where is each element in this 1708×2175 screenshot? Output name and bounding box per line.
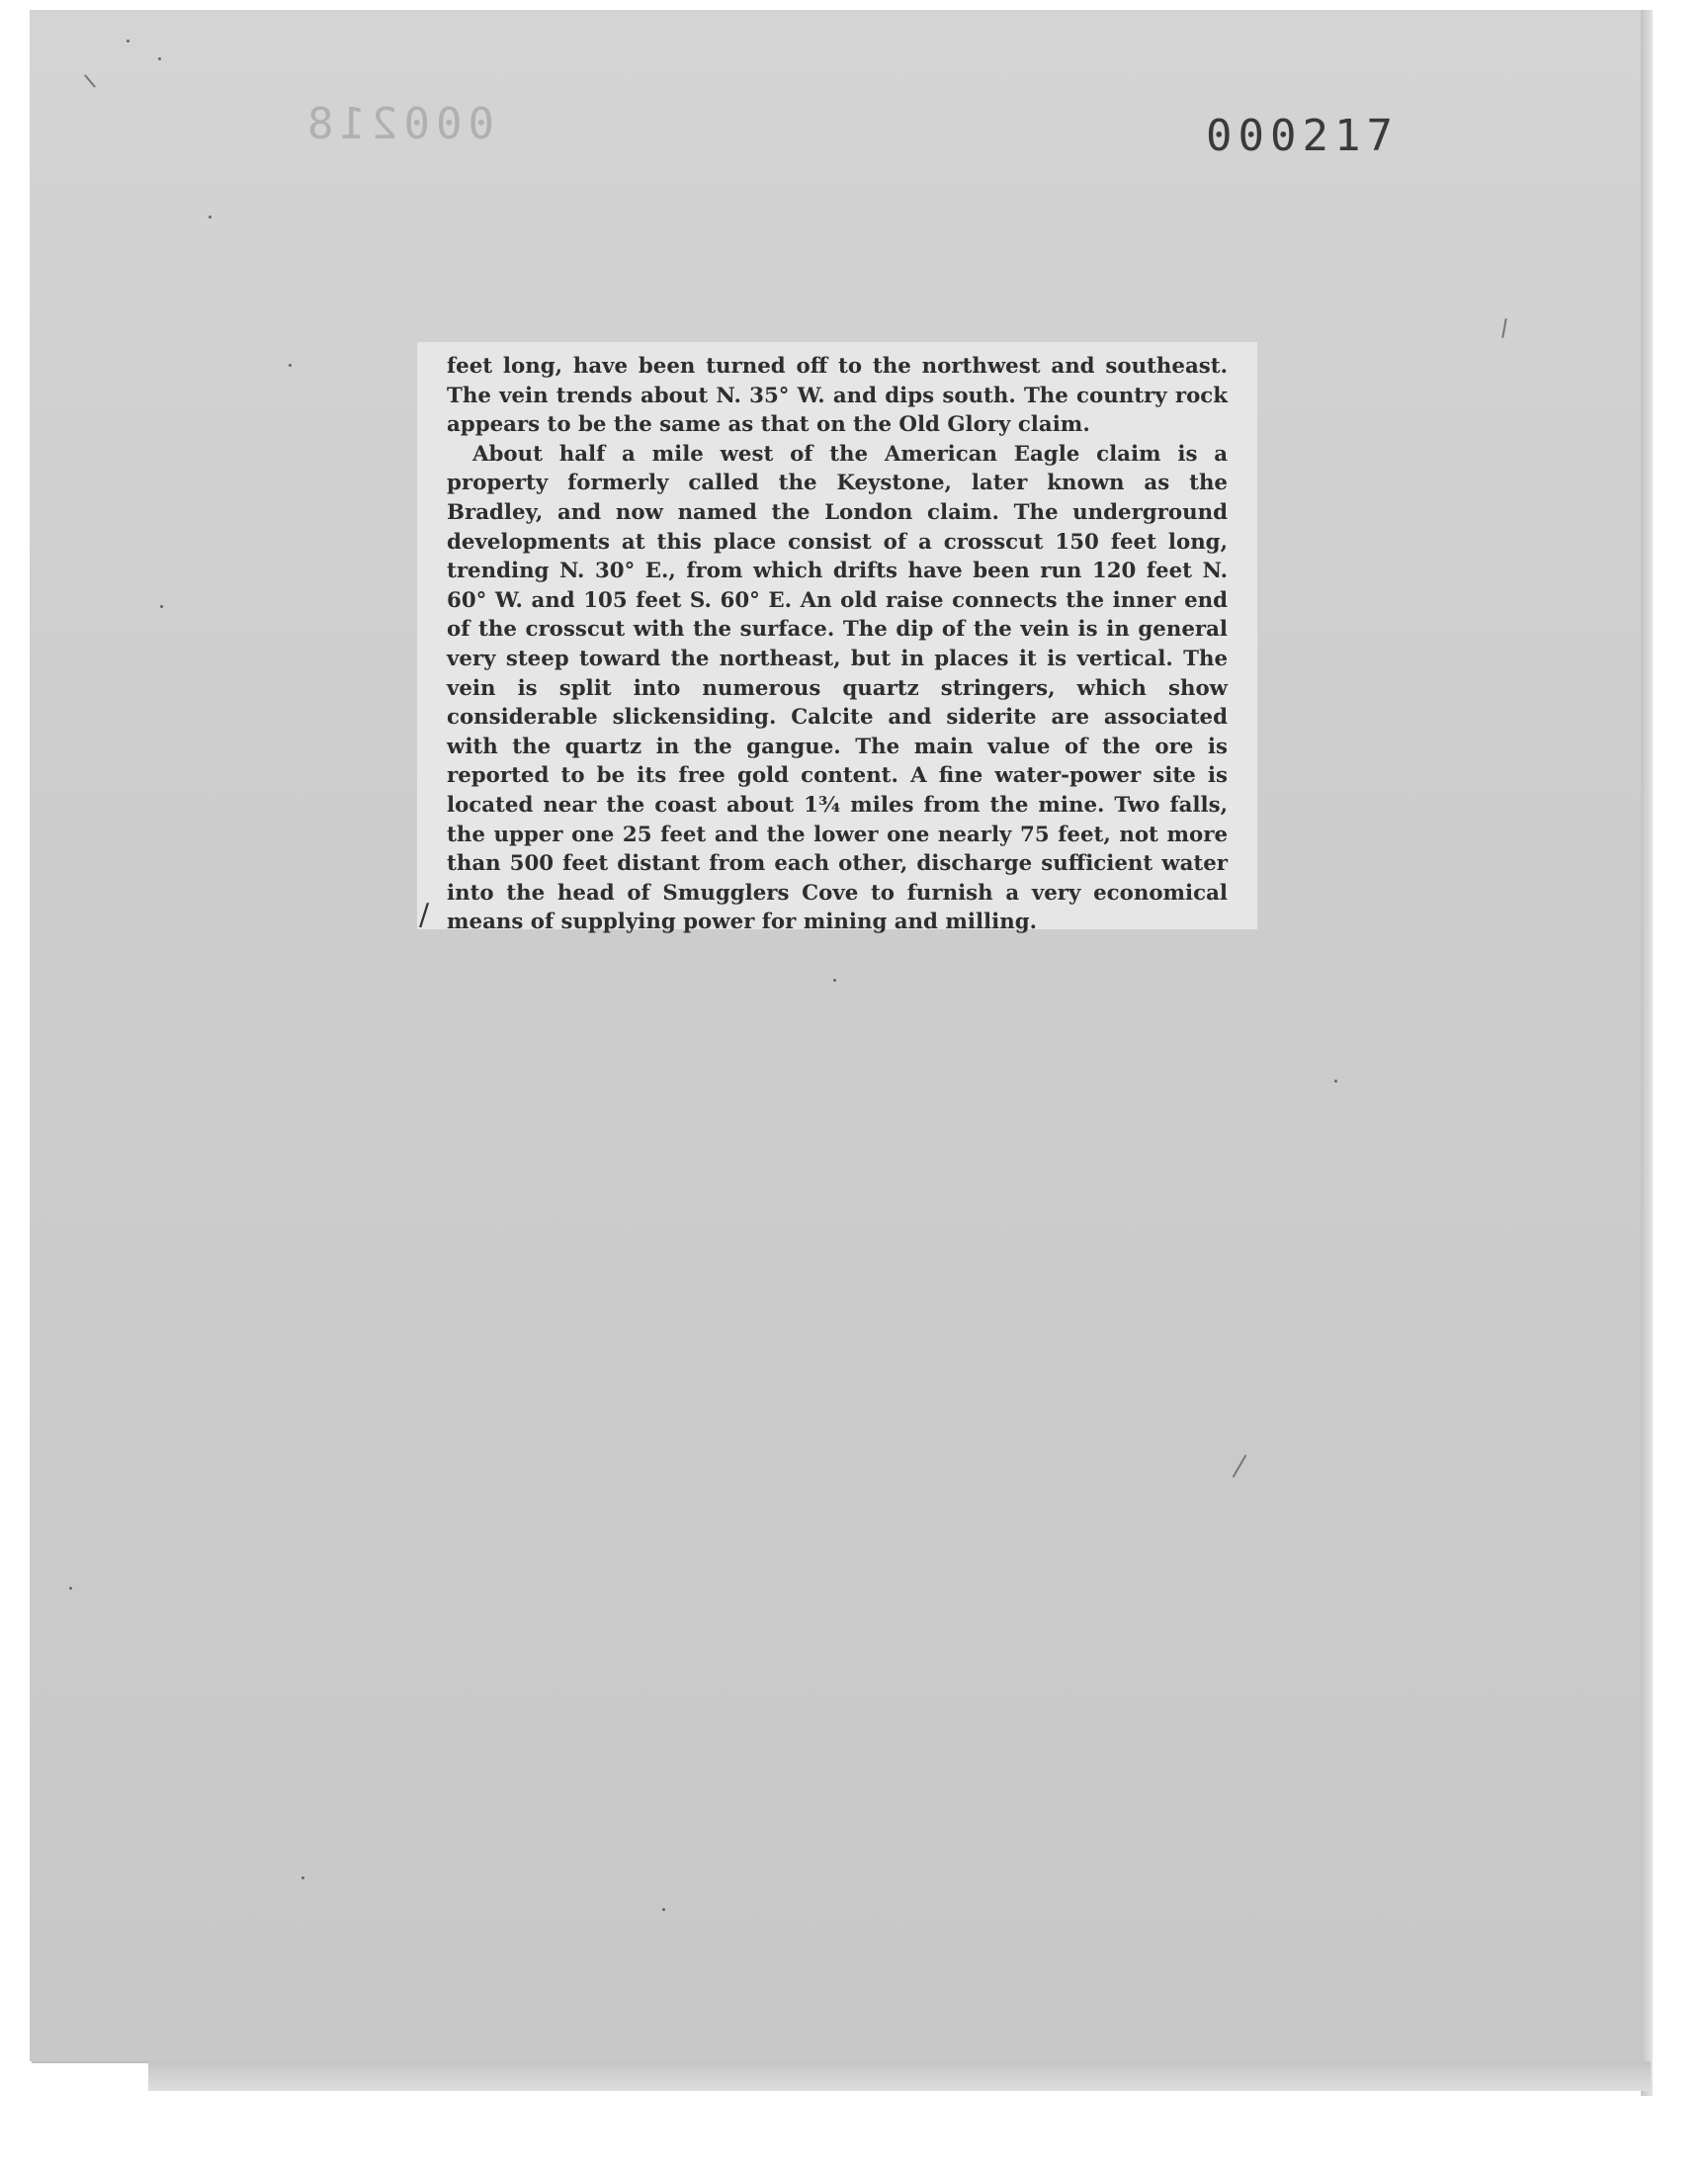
dust-speck (69, 1587, 72, 1590)
dust-speck (662, 1908, 665, 1911)
sheet-edge-bottom (148, 2061, 1651, 2091)
dust-speck (1334, 1080, 1337, 1083)
dust-speck (160, 605, 163, 608)
dust-speck (833, 979, 836, 982)
dust-speck (209, 216, 212, 218)
dust-speck (289, 364, 292, 367)
dust-speck (127, 40, 129, 43)
ghost-stamp-number: 000218 (301, 99, 494, 149)
dust-speck (158, 57, 161, 60)
pencil-mark: / (419, 898, 430, 932)
dust-speck (301, 1876, 304, 1879)
page-stamp-number: 000217 (1206, 111, 1399, 161)
clipping-paragraph-1: feet long, have been turned off to the northwest and southeast. The vein trends about N. 35° W. and dips south. The country rock appears to be the same as that on the Old Glory claim. (447, 354, 1228, 438)
newspaper-clipping (417, 342, 1257, 935)
paper-sheet (30, 10, 1641, 2061)
clipping-paragraph-2: About half a mile west of the American Eagle claim is a property formerly called the Keystone, later known as the Bradley, and now named the London claim. The underground developments at this place consist of a crosscut 150 feet long, trending N. 30° E., from which drifts have been run 120 feet N. 60° W. and 105 feet S. 60° E. An old raise connects the inner end of the crosscut with the surface. The dip of the vein is in general very steep toward the northeast, but in places it is vertical. The vein is split into numerous quartz stringers, which show considerable slickensiding. Calcite and siderite are associated with the quartz in the gangue. The main value of the ore is reported to be its free gold content. A fine water-power site is located near the coast about 1¾ miles from the mine. Two falls, the upper one 25 feet and the lower one nearly 75 feet, not more than 500 feet distant from each other, discharge sufficient water into the head of Smugglers Cove to furnish a very economical means of supplying power for mining and milling. (447, 441, 1228, 935)
sheet-edge-right (1641, 10, 1653, 2096)
